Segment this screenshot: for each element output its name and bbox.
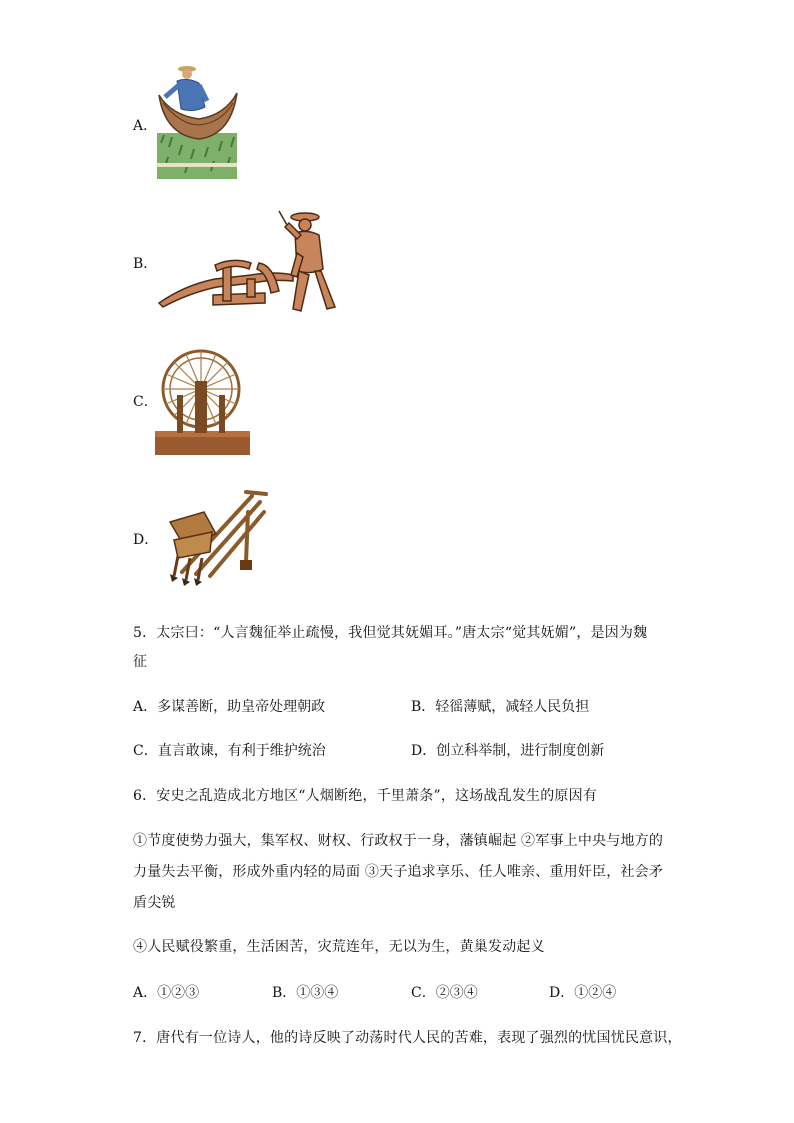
q5-stem-line1: 5．太宗曰：“人言魏征举止疏慢，我但觉其妩媚耳。”唐太宗“觉其妩媚”，是因为魏 [133, 625, 648, 641]
option-b-label: B． [133, 256, 158, 272]
q5-option-d[interactable]: D．创立科举制，进行制度创新 [411, 743, 605, 759]
plough-figure-icon [155, 205, 340, 317]
q6-item-line1: ①节度使势力强大，集军权、财权、行政权于一身，藩镇崛起 ②军事上中央与地方的 [133, 833, 664, 849]
q5-option-a[interactable]: A．多谋善断，助皇帝处理朝政 [133, 699, 326, 715]
q5-option-c[interactable]: C．直言敢谏，有利于维护统治 [133, 743, 326, 759]
q7-stem: 7．唐代有一位诗人，他的诗反映了动荡时代人民的苦难，表现了强烈的忧国忧民意识， [133, 1030, 682, 1046]
q6-item-line3: 盾尖锐 [133, 895, 176, 911]
q6-item-line4: ④人民赋役繁重，生活困苦，灾荒连年，无以为生，黄巢发动起义 [133, 939, 545, 955]
option-a-label: A． [133, 118, 158, 134]
q6-stem: 6．安史之乱造成北方地区“人烟断绝，千里萧条”，这场战乱发生的原因有 [133, 788, 598, 804]
option-d-label: D． [133, 532, 159, 548]
q6-item-line2: 力量失去平衡，形成外重内轻的局面 ③天子追求享乐、任人唯亲、重用奸臣，社会矛 [133, 864, 664, 880]
boat-tilling-icon [155, 63, 241, 181]
q5-option-b[interactable]: B．轻徭薄赋，减轻人民负担 [411, 699, 590, 715]
option-c-label: C． [133, 394, 158, 410]
q6-option-a[interactable]: A．①②③ [133, 985, 200, 1001]
q6-option-d[interactable]: D．①②④ [549, 985, 617, 1001]
waterwheel-icon [155, 345, 250, 455]
q6-option-c[interactable]: C．②③④ [411, 985, 478, 1001]
q6-option-b[interactable]: B．①③④ [272, 985, 339, 1001]
q5-stem-line2: 征 [133, 654, 148, 670]
seed-drill-icon [160, 482, 270, 587]
